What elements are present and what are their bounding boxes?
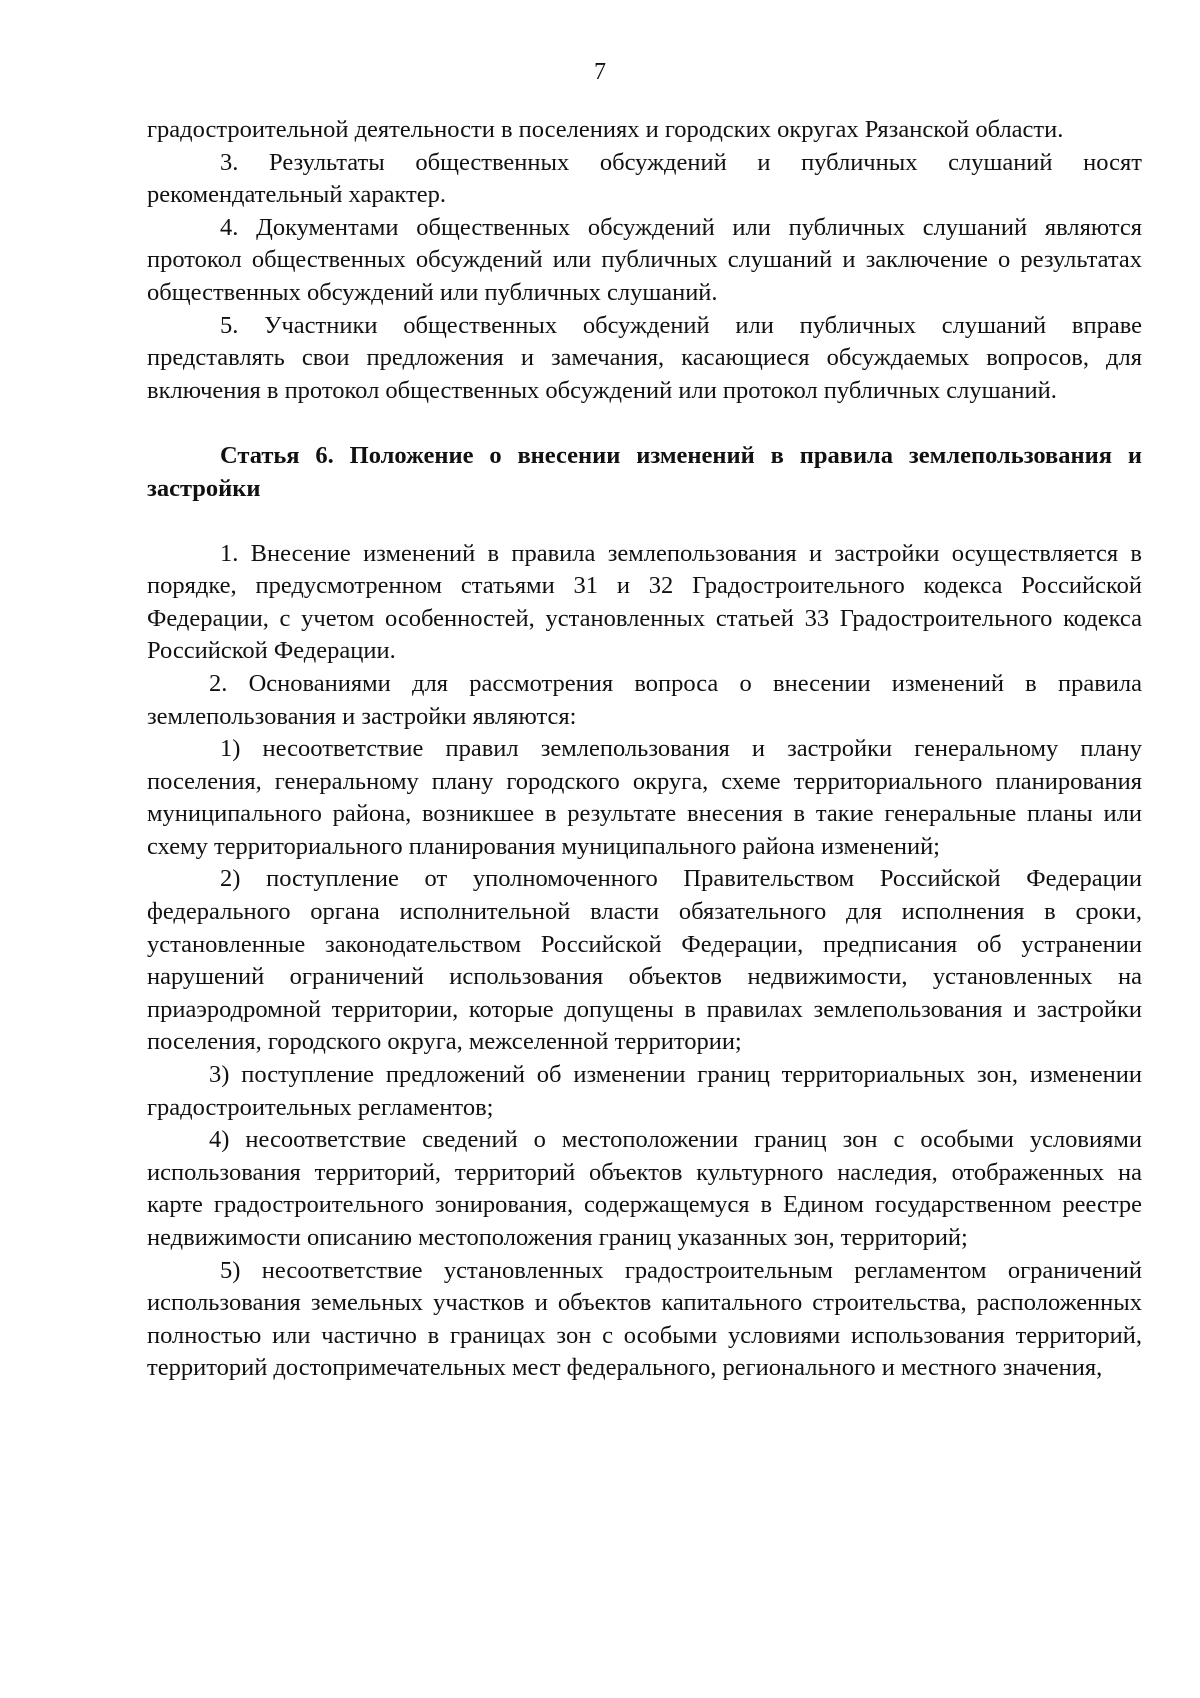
- list-item-1: 1) несоответствие правил землепользования и застройки генеральному плану поселения, генеральному плану городского округа, схеме территориального планирования муниципального района, возникшее в результате внесения в такие генеральные планы или схему территориального планирования муниципального района изменений;: [147, 735, 1142, 860]
- list-item-4: 4) несоответствие сведений о местоположении границ зон с особыми условиями использования территорий, территорий объектов культурного наследия, отображенных на карте градостроительного зонирования, содержащемуся в Едином государственном реестре недвижимости описанию местоположения границ указанных зон, территорий;: [147, 1126, 1142, 1251]
- article-paragraph-1: 1. Внесение изменений в правила землепользования и застройки осуществляется в порядке, предусмотренном статьями 31 и 32 Градостроительного кодекса Российской Федерации, с учетом особенностей, установленных статьей 33 Градостроительного кодекса Российской Федерации.: [147, 539, 1142, 665]
- page-number: 7: [594, 59, 606, 85]
- list-item-3: 3) поступление предложений об изменении границ территориальных зон, изменении градостроительных регламентов;: [147, 1061, 1142, 1121]
- spacer: [147, 506, 1142, 538]
- paragraph-item-4: 4. Документами общественных обсуждений или публичных слушаний являются протокол общественных обсуждений или публичных слушаний и заключение о результатах общественных обсуждений или публичных слушаний.: [147, 213, 1142, 306]
- paragraph-continuation: градостроительной деятельности в поселениях и городских округах Рязанской области.: [147, 116, 1064, 143]
- paragraph-item-3: 3. Результаты общественных обсуждений и публичных слушаний носят рекомендательный характер.: [147, 148, 1142, 209]
- list-item-5: 5) несоответствие установленных градостроительным регламентом ограничений использования земельных участков и объектов капитального строительства, расположенных полностью или частично в границах зон с особыми условиями использования территорий, территорий достопримечательных мест федерального, регионального и местного значения,: [147, 1256, 1142, 1382]
- paragraph-item-5: 5. Участники общественных обсуждений или публичных слушаний вправе представлять свои предложения и замечания, касающиеся обсуждаемых вопросов, для включения в протокол общественных обсуждений или протокол публичных слушаний.: [147, 311, 1142, 404]
- document-body: [147, 114, 1142, 1385]
- article-heading: Статья 6. Положение о внесении изменений в правила землепользования и застройки: [147, 442, 1142, 502]
- article-paragraph-2: 2. Основаниями для рассмотрения вопроса о внесении изменений в правила землепользования и застройки являются:: [147, 669, 1142, 730]
- spacer: [147, 407, 1142, 440]
- list-item-2: 2) поступление от уполномоченного Правительством Российской Федерации федерального органа исполнительной власти обязательного для исполнения в сроки, установленные законодательством Российской Федерации, предписания об устранении нарушений ограничений использования объектов недвижимости, установленных на приаэродромной территории, которые допущены в правилах землепользования и застройки поселения, городского округа, межселенной территории;: [147, 865, 1142, 1056]
